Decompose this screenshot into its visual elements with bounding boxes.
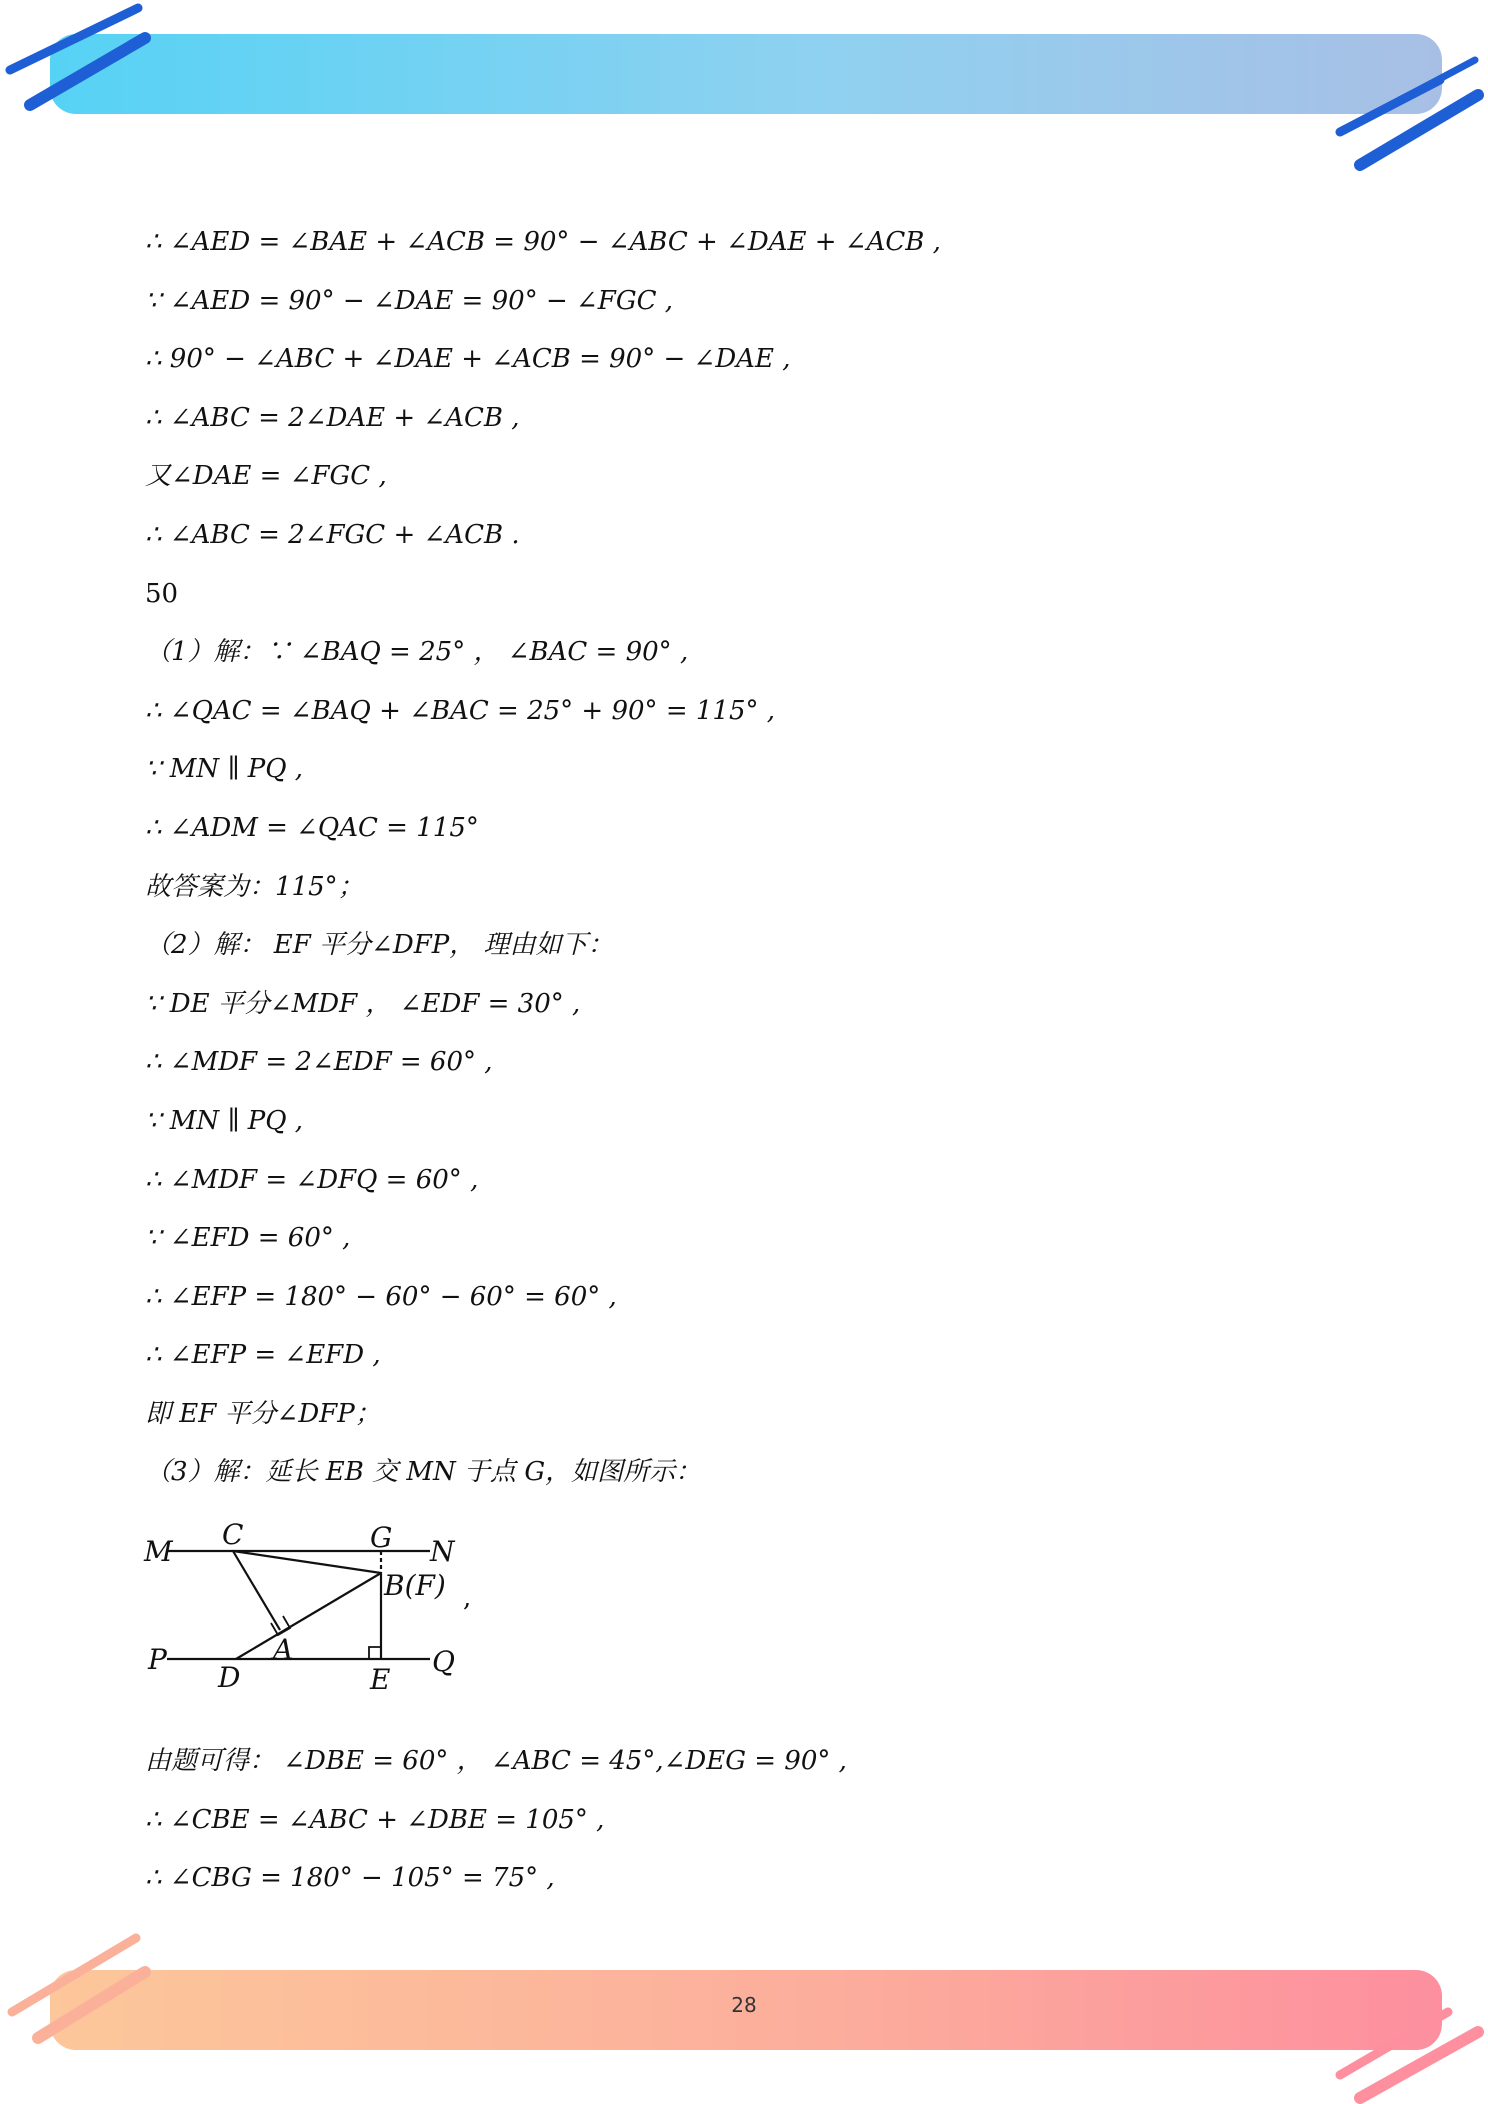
solution-line: ∴ ∠AED = ∠BAE + ∠ACB = 90° − ∠ABC + ∠DAE + ∠ACB ,: [145, 227, 941, 257]
solution-line: ∴ ∠ABC = 2∠DAE + ∠ACB ,: [145, 402, 520, 433]
solution-line: ∵ ∠EFD = 60° ,: [145, 1223, 351, 1254]
problem-number: 50: [145, 578, 179, 609]
solution-line: ∴ ∠MDF = 2∠EDF = 60° ,: [145, 1047, 493, 1078]
header-band: [50, 34, 1442, 114]
label-M: M: [144, 1535, 173, 1569]
solution-line: ∵ MN ∥ PQ ,: [145, 754, 304, 785]
header-stripes-right: [1320, 50, 1488, 180]
right-angle-mark-E: [369, 1647, 381, 1659]
solution-line: ∴ ∠EFP = 180° − 60° − 60° = 60° ,: [145, 1281, 617, 1312]
label-P: P: [148, 1643, 167, 1677]
label-A: A: [273, 1633, 294, 1667]
solution-line: ∵ ∠AED = 90° − ∠DAE = 90° − ∠FGC ,: [145, 285, 674, 316]
label-C: C: [222, 1518, 244, 1552]
solution-line: 又∠DAE = ∠FGC ,: [145, 461, 387, 492]
label-Q: Q: [432, 1645, 455, 1679]
solution-line: ∴ ∠EFP = ∠EFD ,: [145, 1340, 381, 1371]
solution-line: ∵ DE 平分∠MDF ， ∠EDF = 30° ,: [145, 988, 581, 1019]
solution-line: ∴ 90° − ∠ABC + ∠DAE + ∠ACB = 90° − ∠DAE ,: [145, 344, 791, 375]
solution-line: 即 EF 平分∠DFP；: [145, 1398, 381, 1429]
page-number: 28: [731, 1993, 757, 2017]
geometry-figure: [140, 1511, 470, 1731]
solution-content: [145, 222, 1345, 1917]
label-D: D: [218, 1661, 241, 1695]
solution-line: ∴ ∠QAC = ∠BAQ + ∠BAC = 25° + 90° = 115° ,: [145, 695, 776, 726]
figure-trailing-comma: ,: [463, 1583, 472, 1614]
solution-line: （1）解：∵ ∠BAQ = 25° ， ∠BAC = 90° ,: [145, 637, 689, 668]
solution-line: 故答案为：115°；: [145, 871, 364, 902]
solution-line: ∴ ∠CBG = 180° − 105° = 75° ,: [145, 1863, 555, 1894]
label-G: G: [370, 1521, 393, 1555]
segment-DB: [236, 1573, 381, 1659]
solution-line: ∵ MN ∥ PQ ,: [145, 1105, 304, 1136]
label-N: N: [430, 1535, 455, 1569]
solution-line: ∴ ∠ADM = ∠QAC = 115°: [145, 812, 479, 843]
solution-line: ∴ ∠ABC = 2∠FGC + ∠ACB .: [145, 519, 520, 550]
segment-CA: [233, 1551, 280, 1630]
solution-line: ∴ ∠MDF = ∠DFQ = 60° ,: [145, 1164, 479, 1195]
segment-CB: [233, 1551, 381, 1573]
geometry-figure-row: [145, 1511, 1345, 1741]
solution-line: （2）解： EF 平分∠DFP， 理由如下：: [145, 930, 614, 961]
solution-line: 由题可得： ∠DBE = 60° ， ∠ABC = 45°,∠DEG = 90° ,: [145, 1746, 847, 1777]
solution-line: ∴ ∠CBE = ∠ABC + ∠DBE = 105° ,: [145, 1804, 605, 1835]
label-E: E: [370, 1663, 391, 1697]
label-BF: B(F): [384, 1569, 446, 1603]
footer-stripes-left: [0, 1920, 170, 2050]
header-stripes-left: [0, 0, 160, 130]
solution-line: （3）解：延长 EB 交 MN 于点 G，如图所示：: [145, 1457, 702, 1488]
